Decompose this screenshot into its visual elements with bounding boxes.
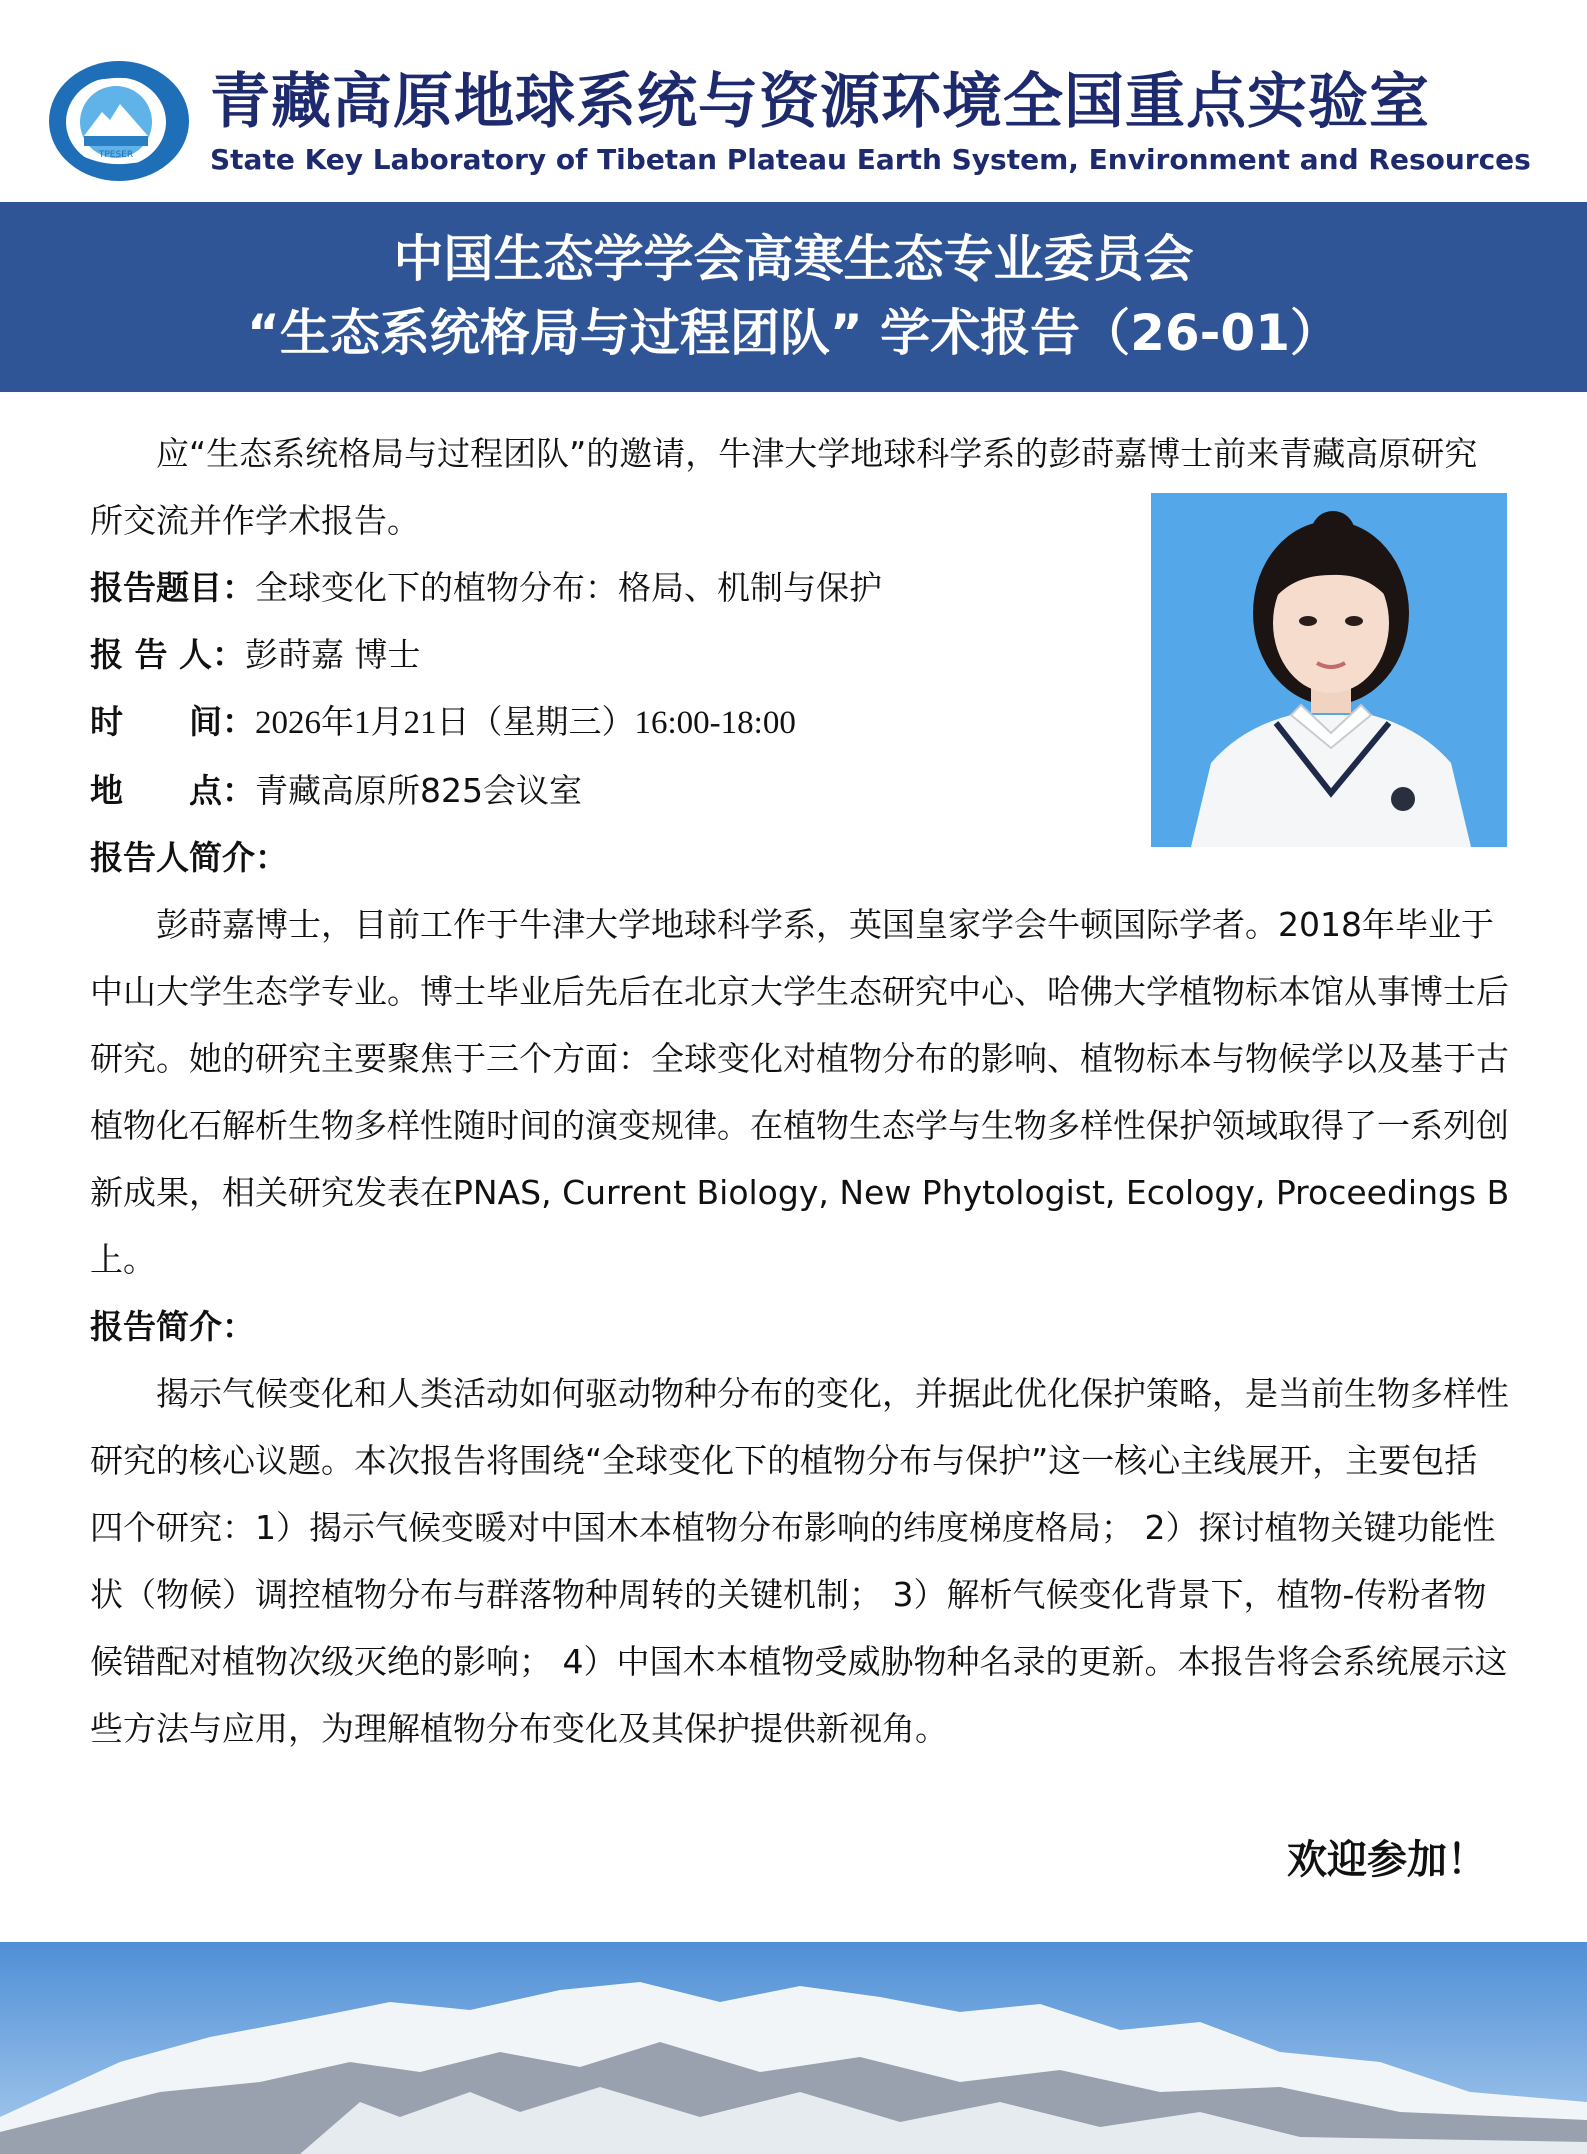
title-banner bbox=[0, 202, 1587, 392]
detail-title-label: 报告题目： bbox=[90, 568, 255, 607]
bio-paragraph: 彭莳嘉博士，目前工作于牛津大学地球科学系，英国皇家学会牛顿国际学者。2018年毕业于中山大学生态学专业。博士毕业后先后在北京大学生态研究中心、哈佛大学植物标本馆从事博士后研究。她的研究主要聚焦于三个方面：全球变化对植物分布的影响、植物标本与物候学以及基于古植物化石解析生物多样性随时间的演变规律。在植物生态学与生物多样性保护领域取得了一系列创新成果，相关研究发表在PNAS, Current Biology, New Phytologist, Ecology, Proceedings B 上。 bbox=[90, 905, 1510, 1279]
abstract-heading: 报告简介： bbox=[90, 1307, 255, 1346]
detail-speaker bbox=[90, 621, 1510, 688]
detail-time-label: 时 间： bbox=[90, 702, 255, 741]
banner-line-2: “生态系统格局与过程团队” 学术报告（26-01） bbox=[246, 304, 1341, 362]
svg-text:TPESER: TPESER bbox=[98, 150, 134, 160]
detail-time bbox=[90, 688, 1510, 757]
detail-place-value: 青藏高原所825会议室 bbox=[255, 771, 582, 810]
intro-paragraph: 应“生态系统格局与过程团队”的邀请，牛津大学地球科学系的彭莳嘉博士前来青藏高原研究所交流并作学术报告。 bbox=[90, 434, 1478, 540]
detail-title-value: 全球变化下的植物分布：格局、机制与保护 bbox=[255, 568, 882, 607]
mountain-photo bbox=[0, 1942, 1587, 2154]
detail-speaker-value: 彭莳嘉 博士 bbox=[244, 635, 421, 674]
detail-time-value: 2026年1月21日（星期三）16:00-18:00 bbox=[255, 705, 796, 741]
banner-line-1: 中国生态学学会高寒生态专业委员会 bbox=[393, 230, 1194, 288]
announcement-body bbox=[90, 420, 1510, 1762]
bio-heading: 报告人简介： bbox=[90, 838, 288, 877]
header bbox=[0, 0, 1587, 200]
detail-speaker-label: 报 告 人： bbox=[90, 635, 245, 674]
lab-name-en: State Key Laboratory of Tibetan Plateau Earth System, Environment and Resources bbox=[210, 143, 1531, 176]
detail-place bbox=[90, 757, 1510, 824]
welcome-text: 欢迎参加！ bbox=[1287, 1837, 1487, 1883]
detail-place-label: 地 点： bbox=[90, 771, 255, 810]
lab-logo bbox=[44, 56, 194, 186]
lab-name-cn: 青藏高原地球系统与资源环境全国重点实验室 bbox=[210, 67, 1430, 137]
abstract-paragraph: 揭示气候变化和人类活动如何驱动物种分布的变化，并据此优化保护策略，是当前生物多样性研究的核心议题。本次报告将围绕“全球变化下的植物分布与保护”这一核心主线展开，主要包括四个研究：1）揭示气候变暖对中国木本植物分布影响的纬度梯度格局； 2）探讨植物关键功能性状（物候）调控植物分布与群落物种周转的关键机制； 3）解析气候变化背景下，植物-传粉者物候错配对植物次级灭绝的影响； 4）中国木本植物受威胁物种名录的更新。本报告将会系统展示这些方法与应用，为理解植物分布变化及其保护提供新视角。 bbox=[90, 1374, 1509, 1748]
lab-name bbox=[210, 66, 1570, 180]
detail-title bbox=[90, 554, 1510, 621]
